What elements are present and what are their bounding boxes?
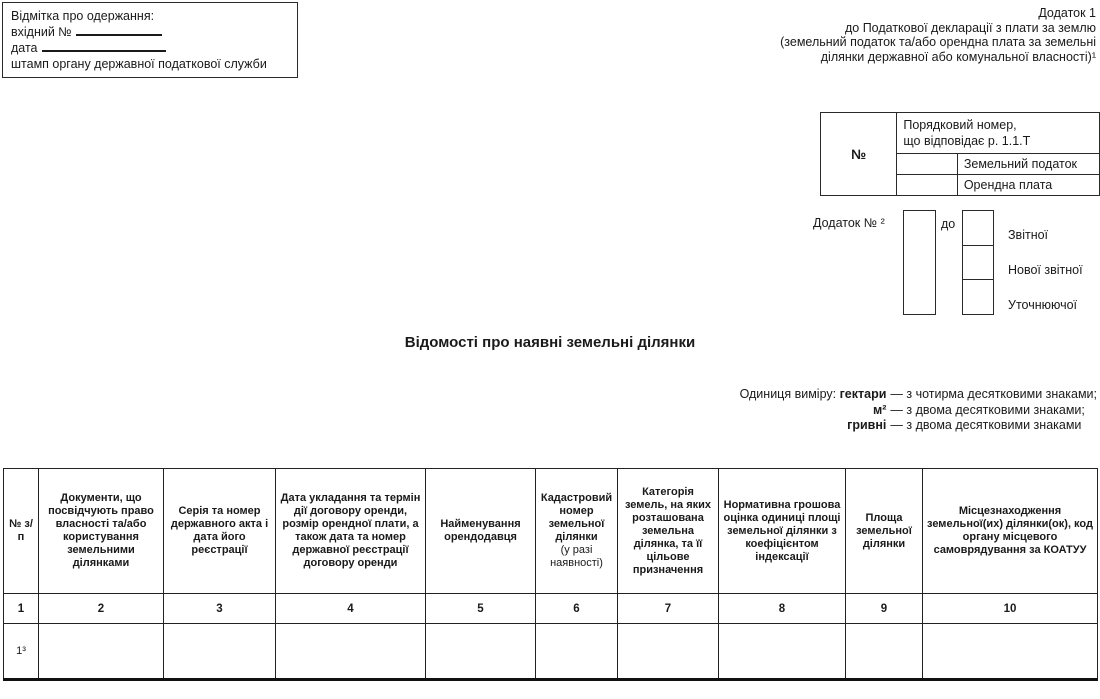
data-cell-cadastral-number[interactable] — [536, 624, 618, 680]
col-header-4: Дата укладання та термін дії договору оренди, розмір орендної плати, а також дата та номер державної реєстрації договору оренди — [276, 469, 426, 594]
appendix-reference — [780, 6, 1096, 64]
col-header-1: № з/п — [4, 469, 39, 594]
report-type-label-utochnyuyucha: Уточнюючої — [1008, 298, 1078, 312]
to-label: до — [941, 217, 956, 231]
incoming-number-label: вхідний № — [11, 25, 72, 39]
col-header-6 — [536, 469, 618, 594]
col-number-7: 7 — [618, 594, 719, 624]
col-header-8: Нормативна грошова оцінка одиниці площі земельної ділянки з коефіцієнтом індексації — [719, 469, 846, 594]
date-row — [11, 40, 297, 56]
corner-no-cell: № — [821, 113, 897, 196]
incoming-number-field[interactable] — [76, 24, 162, 36]
receipt-title: Відмітка про одержання: — [11, 9, 155, 23]
serial-number-table — [820, 112, 1100, 196]
data-cell-location-koatuu[interactable] — [923, 624, 1098, 680]
serial-header-line2: що відповідає р. 1.1.Т — [903, 134, 1031, 148]
appendix-ref-line3: (земельний податок та/або орендна плата за земельні — [780, 35, 1096, 49]
appendix-number-label: Додаток № ² — [813, 216, 885, 230]
col-header-10: Місцезнаходження земельної(их) ділянки(ок), код органу місцевого самоврядування за КОАТУУ — [923, 469, 1098, 594]
serial-header-cell — [897, 113, 1100, 154]
land-tax-row-label: Земельний податок — [957, 154, 1099, 175]
date-label: дата — [11, 41, 38, 55]
report-type-checkbox-zvitna[interactable] — [963, 211, 993, 245]
appendix-ref-line1: Додаток 1 — [1038, 6, 1096, 20]
column-number-row — [4, 594, 1098, 624]
col-number-8: 8 — [719, 594, 846, 624]
appendix-ref-line2: до Податкової декларації з плати за землю — [844, 20, 1096, 35]
units-line3-rest: — з двома десятковими знаками — [890, 418, 1082, 432]
col-header-9: Площа земельної ділянки — [846, 469, 923, 594]
rent-value-cell[interactable] — [897, 175, 957, 196]
col-number-9: 9 — [846, 594, 923, 624]
report-type-label-zvitna: Звітної — [1008, 228, 1049, 242]
col-header-2: Документи, що посвідчують право власності та/або користування земельними ділянками — [39, 469, 164, 594]
col-number-5: 5 — [426, 594, 536, 624]
serial-header-line1: Порядковий номер, — [903, 118, 1017, 132]
units-line3-lead: гривні — [847, 418, 887, 432]
receipt-stamp-box — [2, 2, 298, 78]
header-row — [4, 469, 1098, 594]
data-cell-land-category[interactable] — [618, 624, 719, 680]
land-tax-value-cell[interactable] — [897, 154, 957, 175]
appendix-ref-line4: ділянки державної або комунальної власності)¹ — [820, 49, 1096, 64]
rent-row-label: Орендна плата — [957, 175, 1099, 196]
col-header-7: Категорія земель, на яких розташована земельна ділянка, та її цільове призначення — [618, 469, 719, 594]
page-title: Відомості про наявні земельні ділянки — [404, 334, 696, 351]
data-cell-lease-terms[interactable] — [276, 624, 426, 680]
units-line1-rest: — з чотирма десятковими знаками; — [890, 387, 1097, 401]
report-type-checkbox-nova-zvitna[interactable] — [963, 245, 993, 280]
date-field[interactable] — [42, 40, 166, 52]
col-number-1: 1 — [4, 594, 39, 624]
data-cell-monetary-valuation[interactable] — [719, 624, 846, 680]
units-line2-rest: — з двома десятковими знаками; — [890, 402, 1085, 417]
col-number-4: 4 — [276, 594, 426, 624]
data-cell-act-series[interactable] — [164, 624, 276, 680]
col-header-3: Серія та номер державного акта і дата його реєстрації — [164, 469, 276, 594]
report-type-checkbox-group — [962, 210, 994, 315]
data-cell-lessor-name[interactable] — [426, 624, 536, 680]
appendix-number-box[interactable] — [903, 210, 936, 315]
units-line1-lead: Одиниця виміру: гектари — [739, 387, 887, 401]
units-note — [740, 387, 1097, 434]
table-row — [4, 624, 1098, 680]
data-cell-area[interactable] — [846, 624, 923, 680]
report-type-label-nova-zvitna: Нової звітної — [1008, 263, 1083, 277]
units-line2-lead: м² — [872, 402, 887, 417]
report-type-checkbox-utochnyuyucha[interactable] — [963, 279, 993, 314]
land-plots-table — [3, 468, 1098, 681]
col-header-6-sub: (у разі наявності) — [550, 544, 603, 569]
col-number-3: 3 — [164, 594, 276, 624]
col-number-2: 2 — [39, 594, 164, 624]
col-number-6: 6 — [536, 594, 618, 624]
row-number-cell: 1³ — [4, 624, 39, 680]
col-header-5: Найменування орендодавця — [426, 469, 536, 594]
incoming-number-row — [11, 24, 297, 40]
stamp-note: штамп органу державної податкової служби — [11, 57, 267, 71]
col-header-6-main: Кадастровий номер земельної ділянки — [540, 492, 613, 543]
data-cell-documents[interactable] — [39, 624, 164, 680]
col-number-10: 10 — [923, 594, 1098, 624]
